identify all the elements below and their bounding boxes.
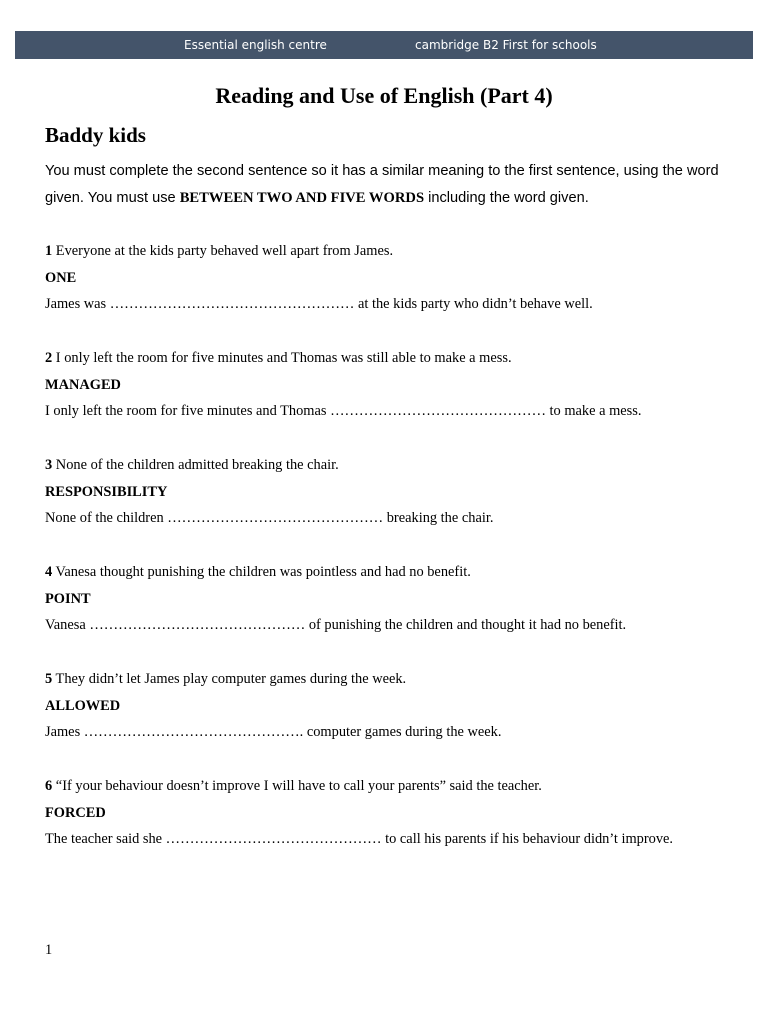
question-number: 5 (45, 671, 53, 687)
question-5 (45, 666, 745, 746)
instructions-text-2: including the word given. (424, 190, 589, 206)
question-sentence (45, 345, 745, 372)
question-sentence (45, 773, 745, 800)
question-text: Everyone at the kids party behaved well apart from James. (52, 243, 394, 259)
question-answer-line (45, 612, 745, 639)
answer-prefix: None of the children (45, 510, 168, 526)
answer-suffix: to call his parents if his behaviour didn’t improve. (381, 831, 674, 847)
question-answer-line (45, 719, 745, 746)
question-sentence (45, 559, 745, 586)
question-number: 1 (45, 243, 53, 259)
instructions-text-1: You must complete the second sentence so it has a similar meaning to the first sentence, using the word given. You must use (45, 163, 719, 206)
worksheet-subtitle: Baddy kids (45, 123, 146, 147)
answer-suffix: breaking the chair. (383, 510, 494, 526)
question-keyword: FORCED (45, 804, 106, 821)
question-keyword: ONE (45, 269, 77, 286)
question-6 (45, 773, 745, 853)
answer-prefix: James was (45, 296, 110, 312)
question-sentence (45, 238, 745, 265)
question-1 (45, 238, 745, 318)
page-number: 1 (45, 942, 53, 958)
instructions-emphasis: BETWEEN TWO AND FIVE WORDS (179, 190, 425, 206)
question-text: “If your behaviour doesn’t improve I will have to call your parents” said the teacher. (52, 778, 542, 794)
question-sentence (45, 666, 745, 693)
question-text: They didn’t let James play computer games during the week. (52, 671, 407, 687)
question-answer-line (45, 291, 745, 318)
header-left-text: Essential english centre (184, 38, 327, 52)
answer-prefix: I only left the room for five minutes and Thomas (45, 403, 331, 419)
answer-gap[interactable]: ……………………………………… (89, 617, 306, 633)
answer-suffix: to make a mess. (545, 403, 642, 419)
header-band (15, 31, 753, 59)
question-answer-line (45, 398, 745, 425)
question-answer-line (45, 826, 745, 853)
answer-gap[interactable]: ……………………………………… (167, 510, 384, 526)
header-right-text: cambridge B2 First for schools (415, 38, 597, 52)
answer-prefix: The teacher said she (45, 831, 166, 847)
question-keyword: RESPONSIBILITY (45, 483, 168, 500)
answer-suffix: at the kids party who didn’t behave well. (354, 296, 593, 312)
question-text: None of the children admitted breaking the chair. (52, 457, 339, 473)
question-sentence (45, 452, 745, 479)
question-text: I only left the room for five minutes and Thomas was still able to make a mess. (52, 350, 512, 366)
question-3 (45, 452, 745, 532)
question-number: 3 (45, 457, 53, 473)
instructions (45, 158, 735, 212)
answer-gap[interactable]: ………………………………………. (83, 724, 304, 740)
question-number: 4 (45, 564, 53, 580)
question-4 (45, 559, 745, 639)
question-answer-line (45, 505, 745, 532)
answer-gap[interactable]: ……………………………………… (330, 403, 546, 419)
question-keyword: POINT (45, 590, 91, 607)
question-text: Vanesa thought punishing the children was pointless and had no benefit. (52, 564, 471, 580)
question-number: 6 (45, 778, 53, 794)
question-number: 2 (45, 350, 53, 366)
question-2 (45, 345, 745, 425)
answer-gap[interactable]: …………………………………………… (109, 296, 355, 312)
answer-prefix: Vanesa (45, 617, 90, 633)
answer-prefix: James (45, 724, 84, 740)
answer-suffix: of punishing the children and thought it had no benefit. (305, 617, 627, 633)
page-title: Reading and Use of English (Part 4) (215, 83, 553, 108)
question-keyword: MANAGED (45, 376, 121, 393)
answer-suffix: computer games during the week. (303, 724, 502, 740)
question-keyword: ALLOWED (45, 697, 121, 714)
answer-gap[interactable]: ……………………………………… (165, 831, 382, 847)
